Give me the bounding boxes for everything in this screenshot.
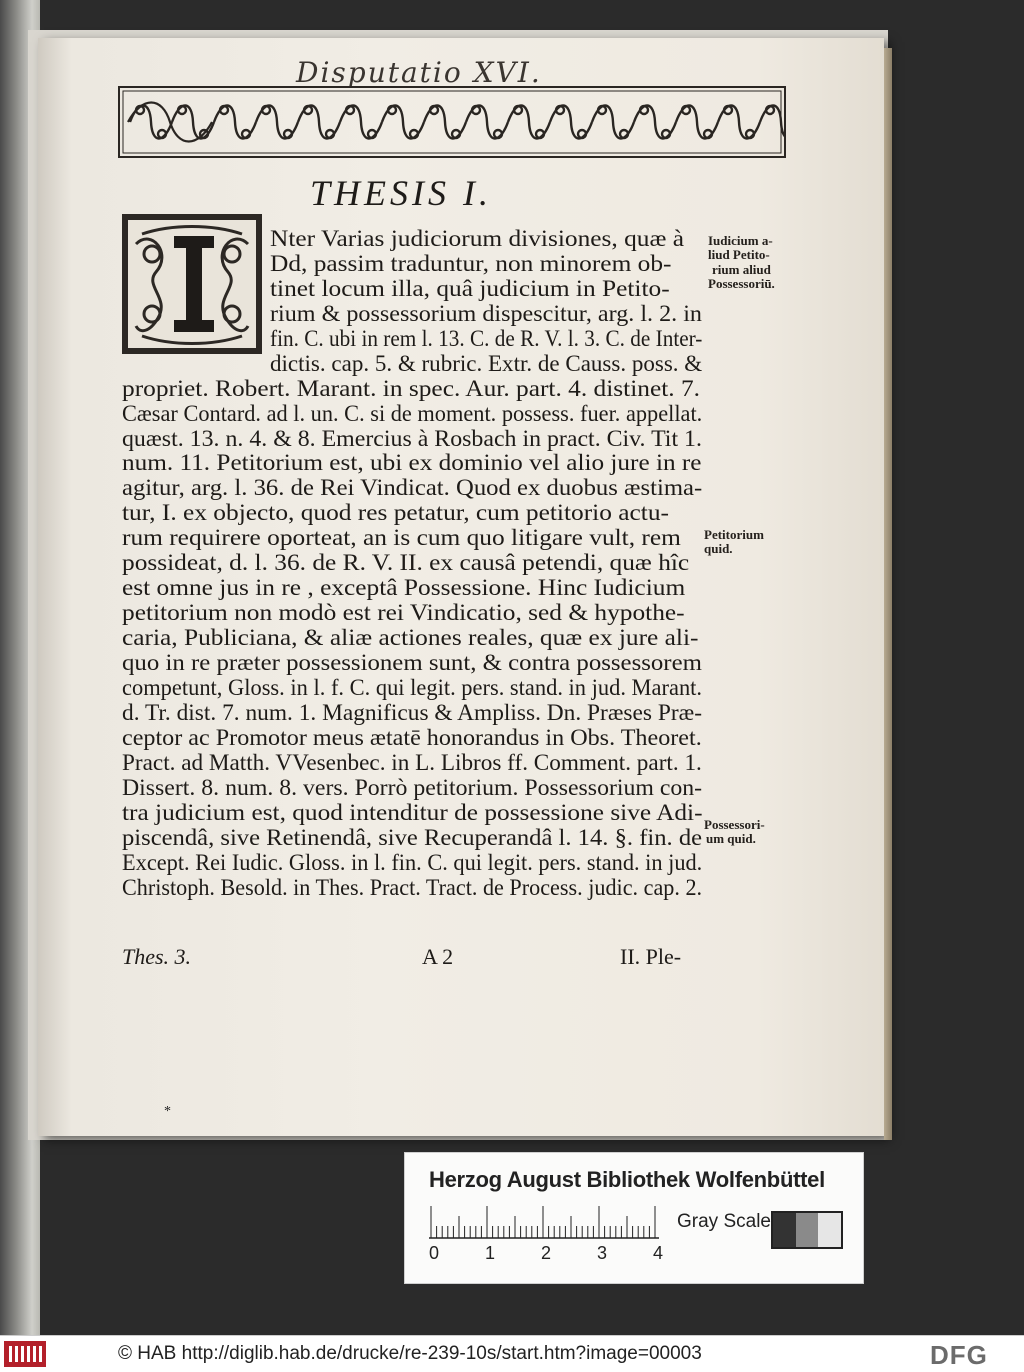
text-line: petitorium non modò est rei Vindicatio, sed & hypothe- bbox=[122, 600, 685, 626]
text-line: est omne jus in re , exceptâ Possessione. Hinc Iudicium bbox=[122, 575, 686, 601]
ruler-number-0: 0 bbox=[429, 1243, 440, 1263]
swatch-light bbox=[818, 1213, 841, 1247]
library-name: Herzog August Bibliothek Wolfenbüttel bbox=[429, 1167, 825, 1192]
asterisk-mark: * bbox=[164, 1104, 171, 1119]
catchword: II. Ple- bbox=[620, 944, 682, 969]
margin-note-2: Petitorium quid. bbox=[704, 527, 764, 557]
text-line: agitur, arg. l. 36. de Rei Vindicat. Quod ex duobus æstima- bbox=[122, 475, 703, 501]
text-line: tinet locum illa, quâ judicium in Petito- bbox=[270, 276, 670, 302]
gray-scale-swatches bbox=[771, 1211, 843, 1249]
text-line: tra judicium est, quod intenditur de possessione sive Adi- bbox=[122, 800, 703, 826]
ruler-number-2: 2 bbox=[541, 1243, 552, 1263]
text-line: tur, I. ex objecto, quod res petatur, cum petitorio actu- bbox=[122, 500, 669, 526]
page-signature: A 2 bbox=[422, 944, 454, 969]
handwritten-heading: Disputatio XVI. bbox=[296, 56, 542, 89]
copyright-url[interactable]: © HAB http://diglib.hab.de/drucke/re-239-10s/start.htm?image=00003 bbox=[118, 1343, 702, 1364]
text-line: rum requirere oporteat, an is cum quo litigare vult, rem bbox=[122, 525, 681, 551]
text-line: quæst. 13. n. 4. & 8. Emercius à Rosbach in pract. Civ. Tit 1. bbox=[122, 426, 702, 452]
ruler-number-4: 4 bbox=[653, 1243, 664, 1263]
footer-left: Thes. 3. bbox=[122, 944, 192, 969]
text-line: num. 11. Petitorium est, ubi ex dominio vel alio jure in re bbox=[122, 450, 702, 476]
text-line: caria, Publiciana, & aliæ actiones reales, quæ ex jure ali- bbox=[122, 625, 699, 651]
thesis-title: THESIS I. bbox=[310, 173, 492, 213]
text-line: propriet. Robert. Marant. in spec. Aur. part. 4. distinet. 7. bbox=[122, 376, 701, 402]
text-line: quo in re præter possessionem sunt, & contra possessorem bbox=[122, 650, 702, 676]
ruler-scale bbox=[429, 1205, 669, 1239]
hab-logo-icon bbox=[4, 1341, 46, 1367]
dfg-logo: DFG bbox=[930, 1340, 988, 1370]
text-line: possideat, d. l. 36. de R. V. II. ex causâ petendi, quæ hîc bbox=[122, 550, 690, 576]
text-line: Pract. ad Matth. VVesenbec. in L. Libros ff. Comment. part. 1. bbox=[122, 750, 702, 776]
text-line: Cæsar Contard. ad l. un. C. si de moment. possess. fuer. appellat. bbox=[122, 401, 703, 427]
text-line: competunt, Gloss. in l. f. C. qui legit. pers. stand. in jud. Marant. bbox=[122, 675, 703, 701]
book-page bbox=[38, 38, 884, 1136]
text-line: Dissert. 8. num. 8. vers. Porrò petitorium. Possessorium con- bbox=[122, 775, 703, 801]
swatch-mid bbox=[796, 1213, 819, 1247]
gray-scale-label: Gray Scale bbox=[677, 1211, 771, 1232]
ruler-number-1: 1 bbox=[485, 1243, 496, 1263]
text-line: dictis. cap. 5. & rubric. Extr. de Causs. poss. & bbox=[270, 351, 703, 377]
text-line: piscendâ, sive Retinendâ, sive Recuperandâ l. 14. §. fin. de bbox=[122, 825, 703, 851]
text-line: ceptor ac Promotor meus ætatē honorandus in Obs. Theoret. bbox=[122, 725, 702, 751]
margin-note-1: Iudicium a- liud Petito- rium aliud Possessoriū. bbox=[708, 233, 775, 291]
text-line: Dd, passim traduntur, non minorem ob- bbox=[270, 251, 672, 277]
ruler-number-3: 3 bbox=[597, 1243, 608, 1263]
text-line: Christoph. Besold. in Thes. Pract. Tract. de Process. judic. cap. 2. bbox=[122, 875, 703, 901]
text-line: Nter Varias judiciorum divisiones, quæ à bbox=[270, 226, 685, 252]
text-line: Except. Rei Iudic. Gloss. in l. fin. C. qui legit. pers. stand. in jud. bbox=[122, 850, 703, 876]
text-line: fin. C. ubi in rem l. 13. C. de R. V. l. 3. C. de Inter- bbox=[270, 326, 703, 352]
body-text bbox=[38, 38, 884, 1136]
library-color-chart bbox=[404, 1152, 864, 1284]
margin-note-3: Possessori- um quid. bbox=[704, 817, 765, 847]
swatch-dark bbox=[773, 1213, 796, 1247]
footer-bar bbox=[0, 1335, 1024, 1372]
page-edge bbox=[884, 48, 892, 1140]
text-line: rium & possessorium dispescitur, arg. l. 2. in bbox=[270, 301, 702, 327]
text-line: d. Tr. dist. 7. num. 1. Magnificus & Ampliss. Dn. Præses Præ- bbox=[122, 700, 703, 726]
